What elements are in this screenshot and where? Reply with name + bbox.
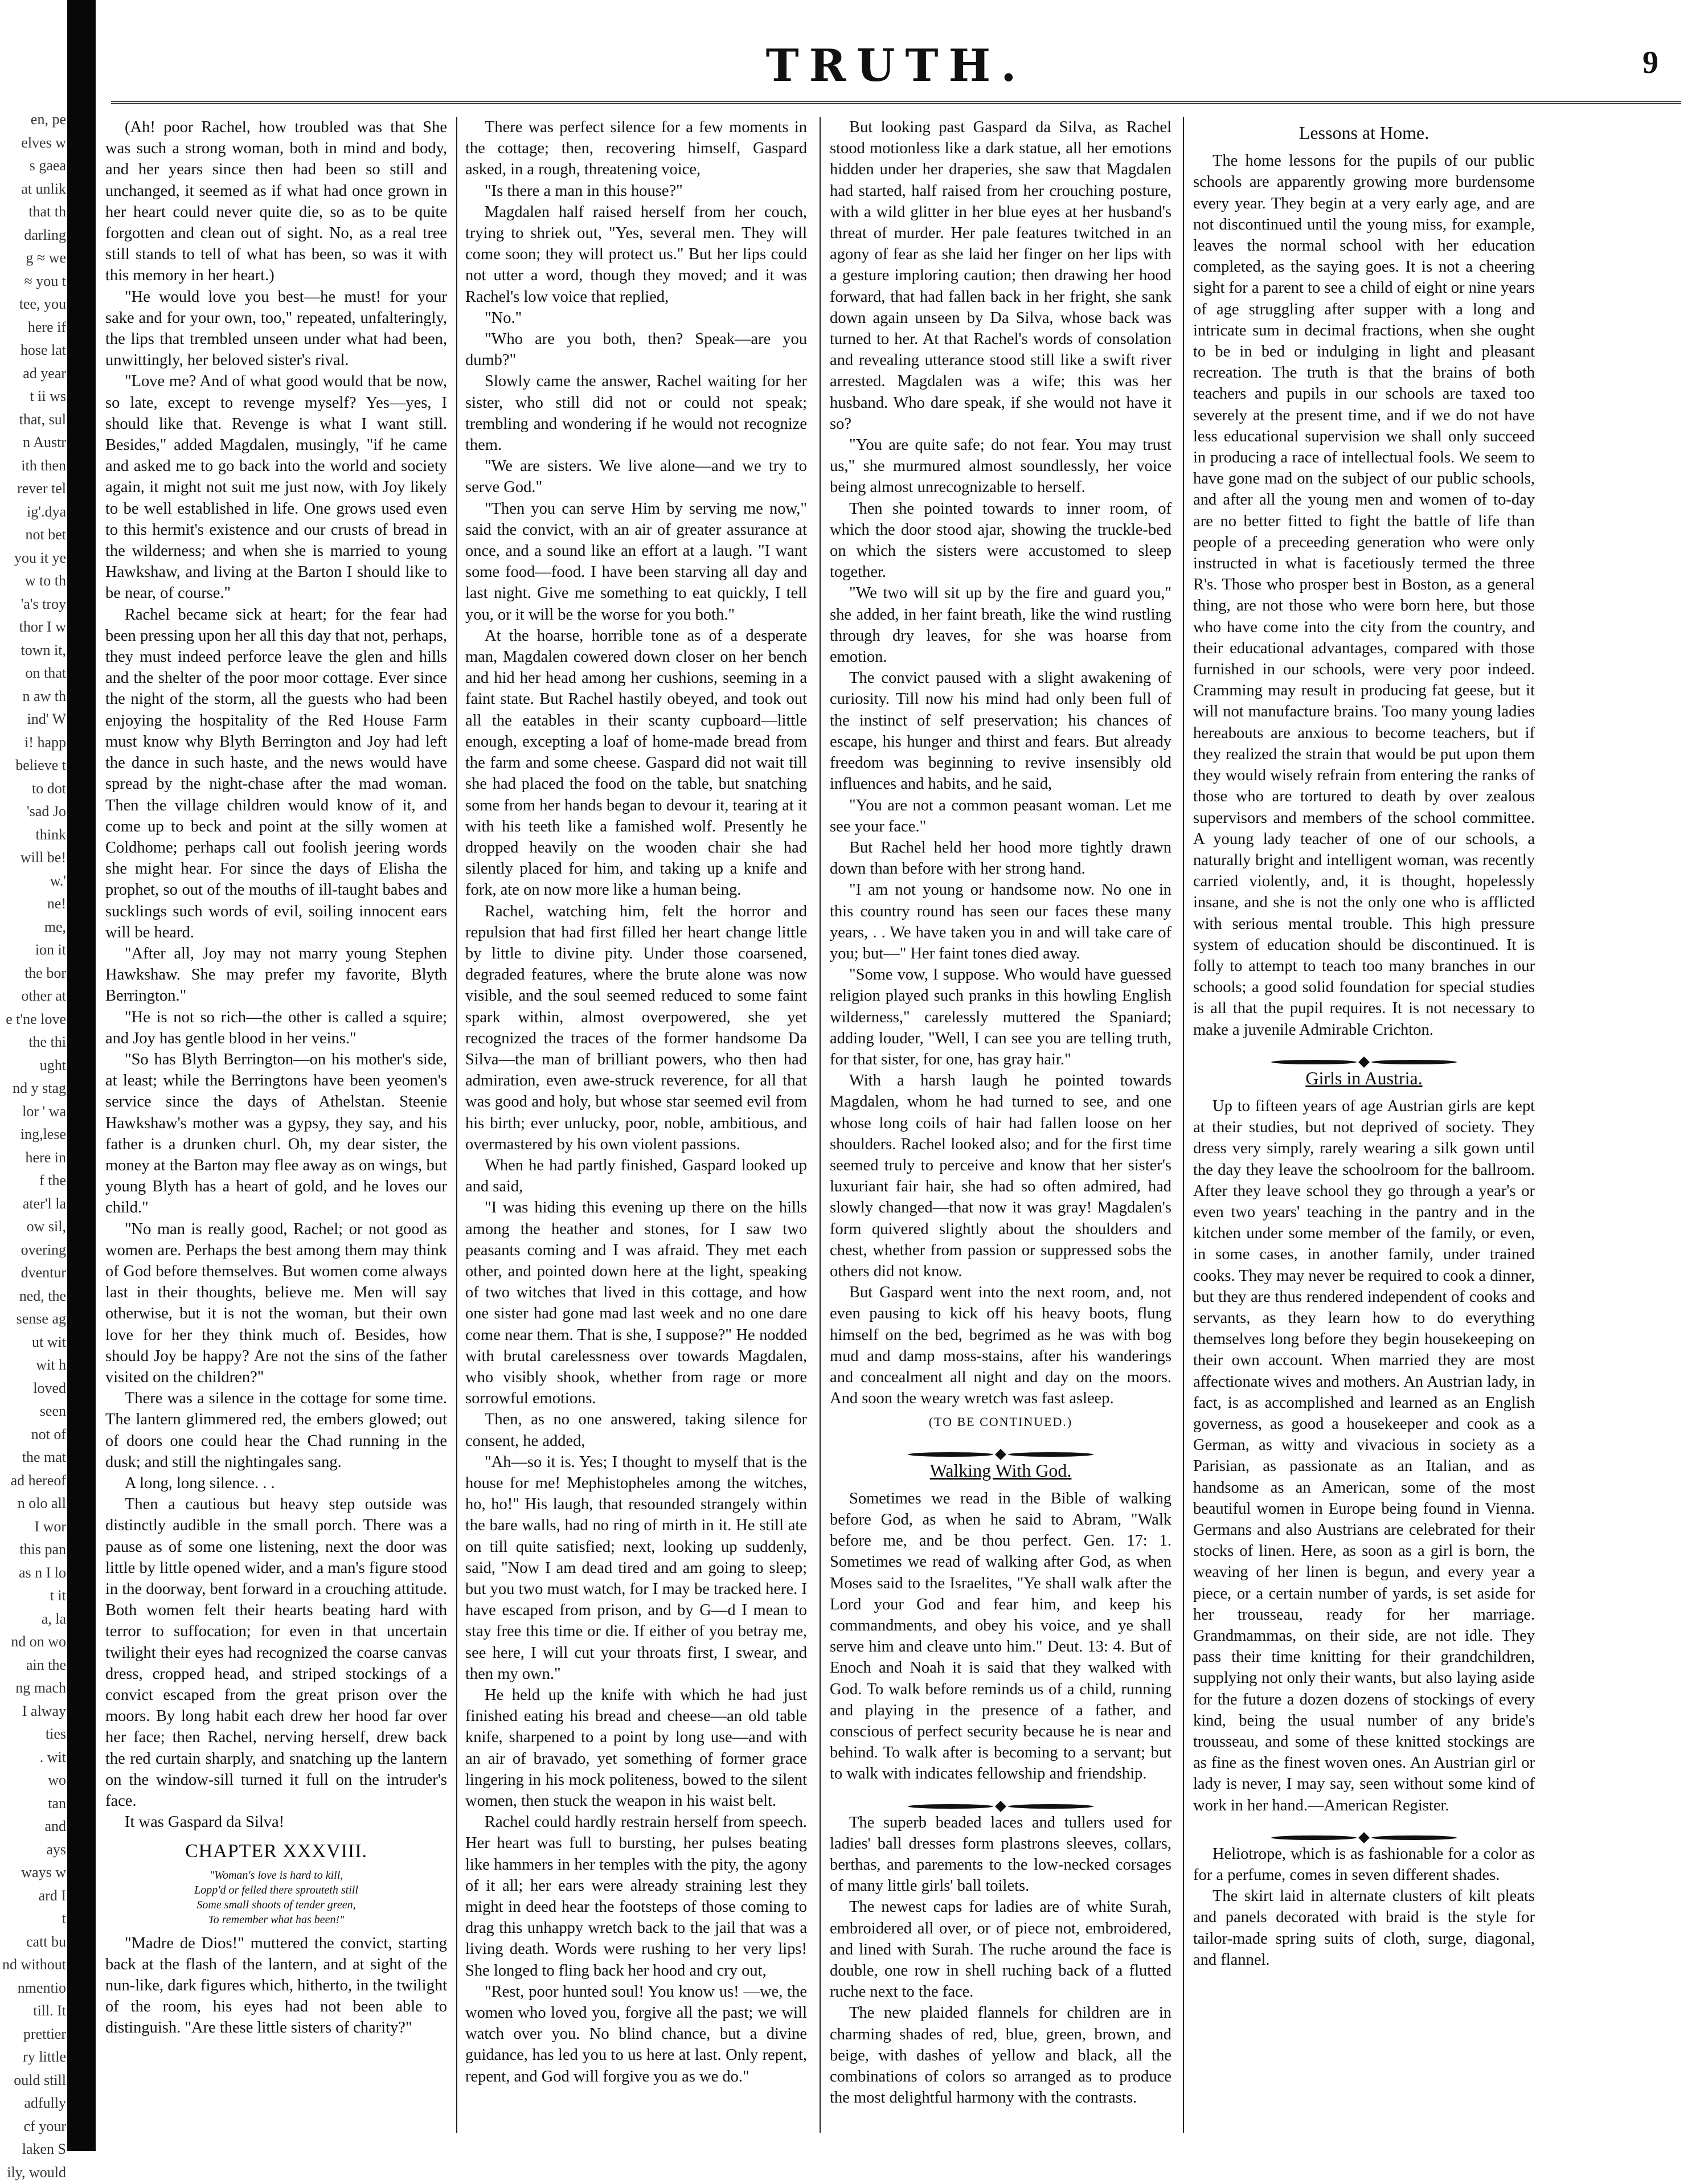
fragment-line: n aw th [0, 685, 66, 708]
story-text [105, 117, 447, 1833]
to-be-continued: (TO BE CONTINUED.) [830, 1411, 1172, 1432]
fragment-line: dventur [0, 1261, 66, 1285]
fragment-line: ught [0, 1054, 66, 1077]
column-4 [1193, 117, 1535, 2133]
paragraph: (Ah! poor Rachel, how troubled was that She was such a strong woman, both in mind and body, and her years since then had been so still and unchanged, it seemed as if what had once grown in her heart could never quite die, so as to be quite forgotten and clean out of sight. No, as a real tree still stands to tell of what has been, so was it with this memory in her heart.) [105, 117, 447, 286]
fragment-line: on that [0, 662, 66, 685]
paragraph: "Some vow, I suppose. Who would have guessed religion played such pranks in this howling English wilderness," carelessly muttered the Spaniard; adding louder, "Well, I can see you are telling truth, for that sister, for one, has gray hair." [830, 964, 1172, 1070]
column-divider [820, 117, 821, 2133]
paragraph: Then, as no one answered, taking silence for consent, he added, [465, 1409, 807, 1451]
fragment-line: seen [0, 1400, 66, 1423]
paragraph: A long, long silence. . . [105, 1473, 447, 1494]
fragment-line: nd y stag [0, 1077, 66, 1100]
article-title: Walking With God. [830, 1460, 1172, 1481]
fragment-line: cf your [0, 2115, 66, 2138]
verse-line: Lopp'd or felled there sprouteth still [105, 1883, 447, 1898]
fragment-line: lor ' wa [0, 1100, 66, 1124]
fragment-line: ing,lese [0, 1123, 66, 1146]
fragment-line: adfully [0, 2092, 66, 2115]
fragment-line: this pan [0, 1538, 66, 1562]
fragment-line: ng mach [0, 1677, 66, 1700]
paragraph: But Rachel held her hood more tightly drawn down than before with her strong hand. [830, 837, 1172, 879]
verse-line: Some small shoots of tender green, [105, 1898, 447, 1912]
fragment-line: ays [0, 1838, 66, 1862]
masthead [111, 40, 1681, 103]
fragment-line: the bor [0, 962, 66, 985]
paragraph: "He is not so rich—the other is called a squire; and Joy has gentle blood in her veins." [105, 1007, 447, 1049]
fragment-line: darling [0, 224, 66, 247]
column-divider [1183, 117, 1184, 2133]
fragment-line: ut wit [0, 1331, 66, 1354]
fragment-line: ry little [0, 2046, 66, 2069]
fragment-line: tan [0, 1792, 66, 1816]
story-text [830, 117, 1172, 1409]
fragment-line: think [0, 823, 66, 847]
paragraph: The newest caps for ladies are of white Surah, embroidered all over, or of piece not, embroidered, and lined with Surah. The ruche around the face is double, one row in shell ruching back of a flutted ruche next to the face. [830, 1896, 1172, 2002]
fragment-line: t ii ws [0, 385, 66, 408]
fragment-line: ne! [0, 892, 66, 916]
fragment-line: w.' [0, 870, 66, 893]
story-text [465, 117, 807, 2087]
fragment-line: will be! [0, 846, 66, 870]
fragment-line: rever tel [0, 477, 66, 501]
fragment-line: wit h [0, 1354, 66, 1377]
paragraph: "Is there a man in this house?" [465, 181, 807, 202]
fragment-line: the mat [0, 1446, 66, 1469]
paragraph: At the hoarse, horrible tone as of a desperate man, Magdalen cowered down closer on her bench and hid her head among her cushions, seeming in a faint state. But Rachel hastily obeyed, and took out all the eatables in their scanty cupboard—little enough, excepting a loaf of home-made bread from the farm and some cheese. Gaspard did not wait till she had placed the food on the table, but snatching some from her hands began to devour it, tearing at it with his teeth like a famished wolf. Presently he dropped heavily on the wooden chair she had silently placed for him, and taking up a knife and fork, ate on now more like a human being. [465, 625, 807, 901]
article-columns [105, 117, 1689, 2133]
paragraph: "He would love you best—he must! for your sake and for your own, too," repeated, unfalteringly, the lips that trembled unseen under what had been, unwittingly, her beloved sister's rival. [105, 286, 447, 371]
fragment-line: ig'.dya [0, 501, 66, 524]
fragment-line: the thi [0, 1031, 66, 1054]
paragraph: The new plaided flannels for children are in charming shades of red, blue, green, brown, and beige, with dashes of yellow and black, all the combinations of colors so arranged as to produce the most delightful harmony with the contrasts. [830, 2002, 1172, 2108]
fragment-line: ties [0, 1723, 66, 1746]
verse-line: "Woman's love is hard to kill, [105, 1868, 447, 1883]
paragraph: Rachel became sick at heart; for the fear had been pressing upon her all this day that not, perhaps, they must indeed perforce leave the glen and hills and the shelter of the poor moor cottage. Ever since the night of the storm, all the guests who had been enjoying the hospitality of the Red House Farm must know why Blyth Berrington and Joy had left the dance in such haste, and the news would have spread by the night-chase after the mad woman. Then the village children would know of it, and come up to beck and point at the silly women at Coldhome; perhaps call out foolish jeering words she might hear. For since the days of Elisha the prophet, so out of the mouths of ill-taught babes and sucklings such words of evil, soiling innocent ears will be heard. [105, 604, 447, 943]
fragment-line: you it ye [0, 547, 66, 570]
fragment-line: ould still [0, 2069, 66, 2092]
fragment-line: laken S [0, 2138, 66, 2161]
fragment-line: n olo all [0, 1492, 66, 1515]
paragraph: Then she pointed towards to inner room, of which the door stood ajar, showing the truckle-bed on which the sisters were accustomed to sleep together. [830, 498, 1172, 583]
paragraph: "I was hiding this evening up there on the hills among the heather and stones, for I saw two peasants coming and I was afraid. They met each other, and pointed down here at the light, speaking of two witches that lived in this cottage, and how one sister had gone mad last week and no one dare come near them. That is she, I suppose?" He nodded with brutal carelessness over towards Magdalen, who visibly shook, whether from rage or more sorrowful emotions. [465, 1197, 807, 1409]
paragraph: When he had partly finished, Gaspard looked up and said, [465, 1155, 807, 1197]
paragraph: Rachel could hardly restrain herself from speech. Her heart was full to bursting, her pulses beating like hammers in her temples with the pity, the agony of it all; her ears were already straining lest they might in deed hear the footsteps of those coming to drag this unhappy wretch back to the jail that was a living death. Words were rushing to her very lips! She longed to fling back her hood and cry out, [465, 1812, 807, 1981]
column-1 [105, 117, 447, 2133]
fragment-line: that th [0, 200, 66, 224]
paragraph: Sometimes we read in the Bible of walking before God, as when he said to Abram, "Walk before me, and be thou perfect. Gen. 17: 1. Sometimes we read of walking after God, as when Moses said to the Israelites, "Ye shall walk after the Lord your God and fear him, and keep his commandments, and obey his voice, and ye shall serve him and cleave unto him." Deut. 13: 4. But of Enoch and Noah it is said that they walked with God. To walk before reminds us of a child, running and playing in the presence of a father, and conscious of perfect security because he is near and behind. To walk after is becoming to a servant; but to walk with indicates fellowship and friendship. [830, 1488, 1172, 1785]
fragment-line: ind' W [0, 708, 66, 731]
fragment-line: nmentio [0, 1977, 66, 2000]
fragment-line: g ≈ we [0, 247, 66, 270]
fragment-line: e t'ne love [0, 1008, 66, 1031]
fragment-line: wo [0, 1769, 66, 1792]
fragment-line: 'a's troy [0, 593, 66, 616]
fragment-line: s gaea [0, 154, 66, 178]
paragraph: The home lessons for the pupils of our public schools are apparently growing more burdensome every year. They begin at a very early age, and are not discontinued until the young miss, for example, leaves the normal school with her education completed, as the saying goes. It is not a cheering sight for a parent to see a child of eight or nine years of age struggling after supper with a long and intricate sum in decimal fractions, when she ought to be in bed or indulging in light and pleasant recreation. The truth is that the brains of both teachers and pupils in our schools are taxed too severely at the present time, and if we do not have less educational supervision we shall only succeed in producing a race of intellectual fools. We seem to have gone mad on the subject of our public schools, and after all the young men and women of to-day are no better fitted to fight the battle of life than people of a preceeding generation who were only instructed in what is facetiously termed the three R's. Those who prosper best in Boston, as a general thing, are not those who were born here, but those who have come into the city from the country, and their educational advantages, compared with those furnished in our schools, were very poor indeed. Cramming may result in producing fat geese, but it will not manufacture brains. Too many young ladies hereabouts are anxious to become teachers, but if they realized the strain that would be put upon them they would wisely refrain from entering the ranks of those who are tortured to death by over zealous supervisors and members of the school committee. A young lady teacher of one of our schools, a naturally bright and intelligent woman, was recently carried violently, and, it is thought, hopelessly insane, and she is not the only one who is afflicted with serious mental trouble. This high pressure system of education should be discontinued. It is folly to attempt to teach too many branches in our schools; a good solid foundation for special studies is all that the pupil requires. It is not necessary to make a juvenile Admirable Crichton. [1193, 150, 1535, 1040]
paragraph: It was Gaspard da Silva! [105, 1812, 447, 1833]
fragment-line: here in [0, 1146, 66, 1170]
paragraph: Magdalen half raised herself from her couch, trying to shriek out, "Yes, several men. They will come soon; they will protect us." But her lips could not utter a word, though they moved; and it was Rachel's low voice that replied, [465, 202, 807, 308]
fragment-line: overing [0, 1239, 66, 1262]
fragment-line: 'sad Jo [0, 800, 66, 823]
chapter-epigraph [105, 1868, 447, 1927]
fragment-line: thor I w [0, 616, 66, 639]
fragment-line: i! happ [0, 731, 66, 755]
fragment-line: sense ag [0, 1308, 66, 1331]
fragment-line: prettier [0, 2023, 66, 2046]
fragment-line: not of [0, 1423, 66, 1447]
fragment-line: ily, would [0, 2161, 66, 2184]
fragment-line: nd on wo [0, 1630, 66, 1654]
paragraph: "Ah—so it is. Yes; I thought to myself that is the house for me! Mephistopheles among the witches, ho, ho!" His laugh, that resounded strangely within the bare walls, had no ring of mirth in it. He still ate on till quite satisfied; next, looking up suddenly, said, "Now I am dead tired and am going to sleep; but you two must watch, for I may be tracked here. I have escaped from prison, and by G—d I mean to stay free this time or die. If either of you betray me, see here, I will cut your throats first, I swear, and then my own." [465, 1452, 807, 1685]
fragment-line: town it, [0, 639, 66, 662]
article-text [1193, 150, 1535, 1040]
fragment-line: and [0, 1815, 66, 1838]
paragraph: "No man is really good, Rachel; or not good as women are. Perhaps the best among them may think of God before themselves. But women come always last in their thoughts, believe me. Men will say otherwise, but it is not the woman, but their own love for her they think much of. Besides, how should Joy be happy? Are not the sins of the father visited on the children?" [105, 1219, 447, 1388]
paragraph: "After all, Joy may not marry young Stephen Hawkshaw. She may prefer my favorite, Blyth Berrington." [105, 943, 447, 1007]
fragment-line: en, pe [0, 108, 66, 132]
fragment-line: w to th [0, 569, 66, 593]
fragment-line: not bet [0, 523, 66, 547]
column-divider [456, 117, 457, 2133]
paragraph: The convict paused with a slight awakening of curiosity. Till now his mind had only been full of the instinct of self preservation; his chances of escape, his hunger and thirst and fears. But already freedom was beginning to revive insensibly old influences and habits, and he said, [830, 667, 1172, 794]
paragraph: "We are sisters. We live alone—and we try to serve God." [465, 456, 807, 498]
fragment-line: as n I lo [0, 1562, 66, 1585]
paragraph: With a harsh laugh he pointed towards Magdalen, whom he had turned to see, and one whose long coils of hair had fallen loose on her shoulders. Rachel looked also; and for the first time seemed truly to perceive and know that her sister's luxuriant fair hair, she had so often admired, had slowly changed—that now it was gray! Magdalen's form quivered slightly about the shoulders and chest, whether from passion or suppressed sobs the others did not know. [830, 1070, 1172, 1282]
fragment-line: believe t [0, 754, 66, 777]
fragment-line: ain the [0, 1654, 66, 1677]
page-binding-edge [67, 0, 96, 2151]
fragment-line: ard I [0, 1884, 66, 1908]
fragment-line: at unlik [0, 178, 66, 201]
paragraph: Then a cautious but heavy step outside was distinctly audible in the small porch. There was a pause as of some one listening, next the door was little by little opened wider, and a man's figure stood in the doorway, bent forward in a crouching attitude. Both women felt their hearts beating hard with terror to suffocation; for even in that uncertain twilight their eyes had recognized the coarse canvas dress, cropped head, and striped stockings of a convict escaped from the great prison over the moors. By long habit each drew her hood far over her face; then Rachel, nerving herself, drew back the red curtain sharply, and snatching up the lantern on the window-sill turned it full on the intruder's face. [105, 1494, 447, 1812]
fragment-line: n Austr [0, 431, 66, 454]
paragraph: "Love me? And of what good would that be now, so late, except to revenge myself? Yes—yes, I should like that. Revenge is what I want still. Besides," added Magdalen, musingly, "if he came and asked me to go back into the world and society again, it might not suit me just now, with Joy likely to be well established in life. One grows used even to this hermit's existence and our crusts of bread in the wilderness; and when she is married to young Hawkshaw, and living at the Barton I should like to be near, of course." [105, 371, 447, 604]
fragment-line: ater'l la [0, 1193, 66, 1216]
fragment-line: elves w [0, 132, 66, 155]
fragment-line: I wor [0, 1515, 66, 1539]
fragment-line: f the [0, 1169, 66, 1193]
paragraph: "I am not young or handsome now. No one in this country round has seen our faces these many years, . . We have taken you in and will take care of you; but—" Her faint tones died away. [830, 879, 1172, 964]
article-text [830, 1488, 1172, 1785]
paragraph: "Who are you both, then? Speak—are you dumb?" [465, 329, 807, 371]
fragment-line: loved [0, 1377, 66, 1400]
paragraph: "You are quite safe; do not fear. You may trust us," she murmured almost soundlessly, her voice being almost unrecognizable to herself. [830, 435, 1172, 498]
paragraph: He held up the knife with which he had just finished eating his bread and cheese—an old table knife, sharpened to a point by long use—and with an air of bravado, yet something of former grace lingering in his mock politeness, bowed to the silent women, then stuck the weapon in his waist belt. [465, 1685, 807, 1812]
paragraph: Slowly came the answer, Rachel waiting for her sister, who still did not or could not speak; trembling and wondering if he would not recognize them. [465, 371, 807, 456]
paragraph: Rachel, watching him, felt the horror and repulsion that had first filled her heart change little by little to divine pity. Under those coarsened, degraded features, where the brute alone was now visible, and the soul seemed reduced to some faint spark within, almost overpowered, she yet recognized the traces of the former handsome Da Silva—the man of brilliant powers, who then had admiration, even awe-struck reverence, for all that was good and holy, but whose star seemed evil from his birth; ever unlucky, poor, noble, ambitious, and overmastered by his own violent passions. [465, 901, 807, 1155]
fragment-line: catt bu [0, 1931, 66, 1954]
fragment-line: ion it [0, 939, 66, 962]
fragment-line: t [0, 1907, 66, 1931]
fragment-line: ith then [0, 454, 66, 478]
article-text [1193, 1096, 1535, 1816]
fragment-line: tee, you [0, 293, 66, 316]
chapter-heading: CHAPTER XXXVIII. [105, 1841, 447, 1862]
section-ornament [830, 1795, 1172, 1804]
fragment-line: ways w [0, 1861, 66, 1884]
fashion-notes [1193, 1843, 1535, 1970]
paragraph: "No." [465, 308, 807, 329]
paragraph: There was a silence in the cottage for some time. The lantern glimmered red, the embers glowed; out of doors one could hear the Chad running in the dusk; and still the nightingales sang. [105, 1388, 447, 1473]
fragment-line: ned, the [0, 1285, 66, 1308]
section-ornament [1193, 1826, 1535, 1835]
fragment-line: that, sul [0, 408, 66, 432]
newspaper-title: TRUTH. [111, 40, 1681, 92]
article-title: Girls in Austria. [1193, 1068, 1535, 1089]
paragraph: "So has Blyth Berrington—on his mother's side, at least; while the Berringtons have been yeomen's service since the days of Athelstan. Steenie Hawkshaw's mother was a gypsy, they say, and his father is a drunken churl. Oh, my dear sister, the money at the Barton may flee away as on wings, but young Blyth has a heart of gold, and he loves our child." [105, 1049, 447, 1219]
fashion-notes [830, 1812, 1172, 2109]
paragraph: The superb beaded laces and tullers used for ladies' ball dresses form plastrons sleeves, collars, berthas, and parements to the low-necked corsages of many little girls' ball toilets. [830, 1812, 1172, 1897]
fragment-line: here if [0, 316, 66, 339]
section-ornament [830, 1443, 1172, 1452]
masthead-rule [111, 101, 1681, 104]
paragraph: Up to fifteen years of age Austrian girls are kept at their studies, but not deprived of society. They dress very simply, rarely wearing a silk gown until the day they leave the schoolroom for the ballroom. After they leave school they go through a year's or even two years' teaching in the pantry and in the kitchen under some member of the family, or even, in some cases, in another family, under trained cooks. They may never be required to cook a dinner, but they are thus rendered independent of cooks and servants, as they learn how to do everything themselves long before they begin housekeeping on their own account. When married they are most affectionate wives and mothers. An Austrian lady, in fact, is as accomplished and learned as an English governess, as good a housekeeper and cook as a German, as witty and vivacious in society as a Parisian, as passionate as an Italian, and as handsome as an American, some of the most beautiful women in Europe being found in Vienna. Germans and also Austrians are celebrated for their stocks of linen. Here, as soon as a girl is born, the weaving of her linen is begun, and every year a piece, or a certain number of yards, is set aside for her trousseau, ready for her marriage. Grandmammas, on their side, are not idle. They pass their time knitting for their grandchildren, supplying not only their wants, but also laying aside for the future a dozen dozens of stockings of every kind, being the usual number of any bride's trousseau, and some of these knitted stockings are as fine as the finest woven ones. An Austrian girl or lady is never, I may say, seen without some kind of work in her hand.—American Register. [1193, 1096, 1535, 1816]
fragment-line: till. It [0, 1999, 66, 2023]
paragraph: But Gaspard went into the next room, and, not even pausing to kick off his heavy boots, flung himself on the bed, begrimed as he was with bog mud and damp moss-stains, after his wanderings and concealment all night and day on the moors. And soon the weary wretch was fast asleep. [830, 1282, 1172, 1409]
fragment-line: ad hereof [0, 1469, 66, 1493]
fragment-line: ad year [0, 362, 66, 386]
fragment-line: nd without [0, 1953, 66, 1977]
column-3 [830, 117, 1172, 2133]
fragment-line: other at [0, 985, 66, 1008]
paragraph: "You are not a common peasant woman. Let me see your face." [830, 795, 1172, 837]
paragraph: The skirt laid in alternate clusters of kilt pleats and panels decorated with braid is the style for tailor-made spring suits of cloth, surge, diagonal, and flannel. [1193, 1886, 1535, 1970]
fragment-line: t it [0, 1584, 66, 1608]
paragraph: There was perfect silence for a few moments in the cottage; then, recovering himself, Gaspard asked, in a rough, threatening voice, [465, 117, 807, 181]
column-2 [465, 117, 807, 2133]
paragraph: Heliotrope, which is as fashionable for a color as for a perfume, comes in seven different shades. [1193, 1843, 1535, 1886]
fragment-line: to dot [0, 777, 66, 801]
fragment-line: a, la [0, 1608, 66, 1631]
fragment-line: ow sil, [0, 1215, 66, 1239]
paragraph: "We two will sit up by the fire and guard you," she added, in her faint breath, like the wind rustling through dry leaves, for she was hoarse from emotion. [830, 583, 1172, 667]
fragment-line: I alway [0, 1700, 66, 1723]
paragraph: "Then you can serve Him by serving me now," said the convict, with an air of greater assurance at once, and a sound like an effort at a laugh. "I want some food—food. I have been starving all day and last night. Give me something to eat quickly, I tell you, or it will be the worse for you both." [465, 498, 807, 625]
paragraph: "Rest, poor hunted soul! You know us! —we, the women who loved you, forgive all the past; we will watch over you. No blind chance, but a divine guidance, has led you to us here at last. Only repent, repent, and God will forgive you as we do." [465, 1981, 807, 2087]
verse-line: To remember what has been!" [105, 1912, 447, 1927]
page-number: 9 [1642, 44, 1658, 81]
chapter-opening: "Madre de Dios!" muttered the convict, starting back at the flash of the lantern, and at sight of the nun-like, dark figures which, hitherto, in the twilight of the room, his eyes had not been able to distinguish. "Are these little sisters of charity?" [105, 1933, 447, 2039]
paragraph: But looking past Gaspard da Silva, as Rachel stood motionless like a dark statue, all her emotions hidden under her draperies, she saw that Magdalen had started, half raised from her crouching posture, with a wild glitter in her blue eyes at her husband's threat of murder. Her pale features twitched in an agony of fear as she laid her finger on her lips with a gesture imploring caution; then drawing her hood forward, that had fallen back in her fright, she sank down again unseen by Da Silva, whose back was turned to her. At that Rachel's words of consolation and revealing utterance stood still like a swift river arrested. Magdalen was a wife; this was her husband. Who dare speak, if she would not have it so? [830, 117, 1172, 435]
section-ornament [1193, 1051, 1535, 1060]
fragment-line: hose lat [0, 339, 66, 362]
previous-page-fragment [0, 108, 66, 2101]
article-title: Lessons at Home. [1193, 122, 1535, 144]
fragment-line: ≈ you t [0, 270, 66, 293]
fragment-line: me, [0, 916, 66, 939]
fragment-line: . wit [0, 1746, 66, 1769]
